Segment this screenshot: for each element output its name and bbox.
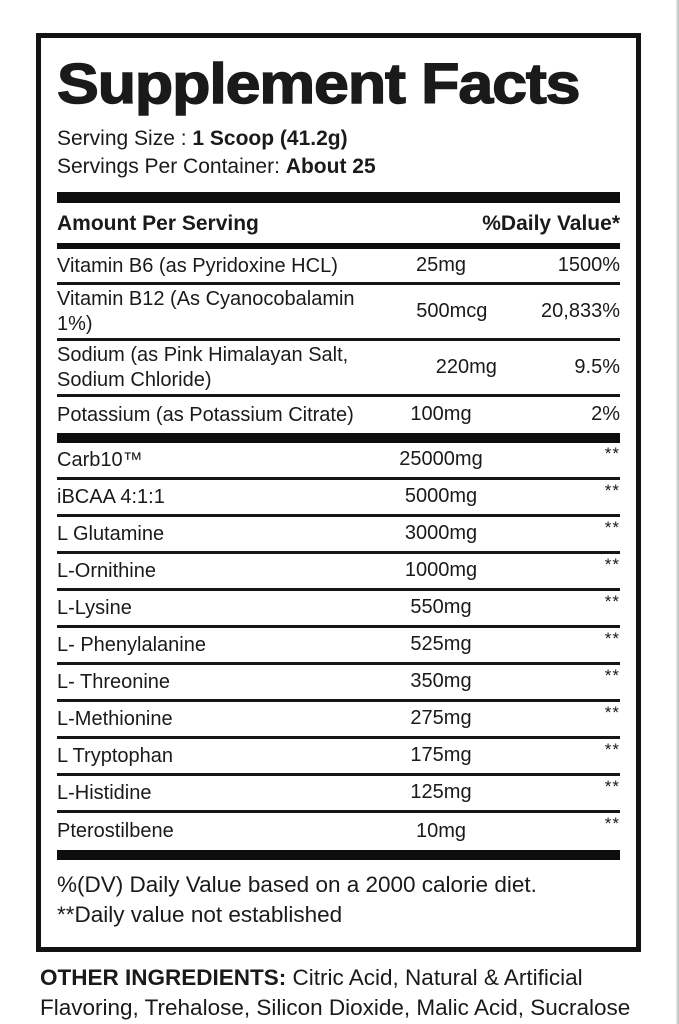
table-row <box>57 285 620 341</box>
nutrient-name: Potassium (as Potassium Citrate) <box>57 403 354 426</box>
serving-info <box>57 125 620 181</box>
ingredient-amount: 3000mg <box>404 522 478 545</box>
ingredient-name: L-Lysine <box>57 596 132 619</box>
ingredient-name: L-Ornithine <box>57 559 156 582</box>
ingredient-amount: 350mg <box>410 670 472 693</box>
not-established-footnote: **Daily value not established <box>57 901 343 927</box>
table-row <box>57 341 620 397</box>
ingredient-dv: ** <box>604 480 620 500</box>
separator-bar-bottom <box>57 850 620 860</box>
ingredient-amount: 275mg <box>410 707 472 730</box>
ingredient-name: L-Methionine <box>57 707 173 730</box>
footnotes <box>57 870 620 929</box>
serving-size-value: 1 Scoop (41.2g) <box>192 127 348 151</box>
daily-value-footnote: %(DV) Daily Value based on a 2000 calorie diet. <box>57 871 537 897</box>
ingredient-amount: 1000mg <box>404 559 478 582</box>
servings-per-container-line <box>57 153 620 181</box>
nutrient-name: Vitamin B6 (as Pyridoxine HCL) <box>57 254 338 277</box>
ingredient-amount: 125mg <box>410 781 472 804</box>
ingredient-dv: ** <box>604 776 620 796</box>
nutrient-dv: 1500% <box>557 254 620 277</box>
nutrient-dv: 2% <box>591 403 620 426</box>
serving-size-line <box>57 125 620 153</box>
ingredient-name: Carb10™ <box>57 448 143 471</box>
ingredient-dv: ** <box>604 628 620 648</box>
nutrient-amount: 500mcg <box>416 300 488 323</box>
ingredient-dv: ** <box>604 739 620 759</box>
ingredient-dv: ** <box>604 665 620 685</box>
ingredient-amount: 5000mg <box>404 485 478 508</box>
nutrient-name: Sodium (as Pink Himalayan Salt, Sodium Chloride) <box>57 344 349 391</box>
table-row <box>57 813 620 850</box>
panel-title: Supplement Facts <box>57 52 580 116</box>
nutrient-amount: 100mg <box>410 403 472 426</box>
nutrient-rows <box>57 249 620 433</box>
ingredient-dv: ** <box>604 443 620 463</box>
ingredient-name: L Glutamine <box>57 522 165 545</box>
blend-rows <box>57 443 620 850</box>
ingredient-name: L-Histidine <box>57 781 152 804</box>
table-row <box>57 249 620 285</box>
ingredient-dv: ** <box>604 554 620 574</box>
other-ingredients-list: Citric Acid, Natural & Artificial Flavoring, Trehalose, Silicon Dioxide, Malic Acid, Sucralose <box>40 965 631 1020</box>
ingredient-amount: 10mg <box>415 819 467 842</box>
servings-per-container-label: Servings Per Container: <box>57 155 280 179</box>
supplement-facts-panel <box>36 33 641 952</box>
ingredient-dv: ** <box>604 591 620 611</box>
nutrient-name: Vitamin B12 (As Cyanocobalamin 1%) <box>57 288 355 335</box>
ingredient-amount: 25000mg <box>399 448 483 471</box>
amount-per-serving-header: Amount Per Serving <box>57 212 259 236</box>
table-row <box>57 397 620 433</box>
ingredient-name: L- Threonine <box>57 670 171 693</box>
separator-bar-top <box>57 192 620 203</box>
ingredient-name: iBCAA 4:1:1 <box>57 485 165 508</box>
ingredient-amount: 525mg <box>410 633 472 656</box>
ingredient-amount: 175mg <box>410 744 472 767</box>
table-header-row <box>57 203 620 243</box>
nutrient-amount: 220mg <box>435 356 497 379</box>
nutrient-dv: 9.5% <box>574 356 620 379</box>
daily-value-header: %Daily Value* <box>482 212 620 236</box>
ingredient-name: L Tryptophan <box>57 744 174 767</box>
ingredient-name: L- Phenylalanine <box>57 633 206 656</box>
ingredient-name: Pterostilbene <box>57 820 174 843</box>
other-ingredients-label: OTHER INGREDIENTS: <box>40 965 287 990</box>
ingredient-dv: ** <box>604 813 620 833</box>
nutrient-dv: 20,833% <box>541 300 620 323</box>
ingredient-dv: ** <box>604 517 620 537</box>
ingredient-dv: ** <box>604 702 620 722</box>
other-ingredients <box>40 963 648 1023</box>
serving-size-label: Serving Size : <box>57 127 187 151</box>
servings-per-container-value: About 25 <box>285 155 376 179</box>
ingredient-amount: 550mg <box>410 596 472 619</box>
nutrient-amount: 25mg <box>415 254 467 277</box>
